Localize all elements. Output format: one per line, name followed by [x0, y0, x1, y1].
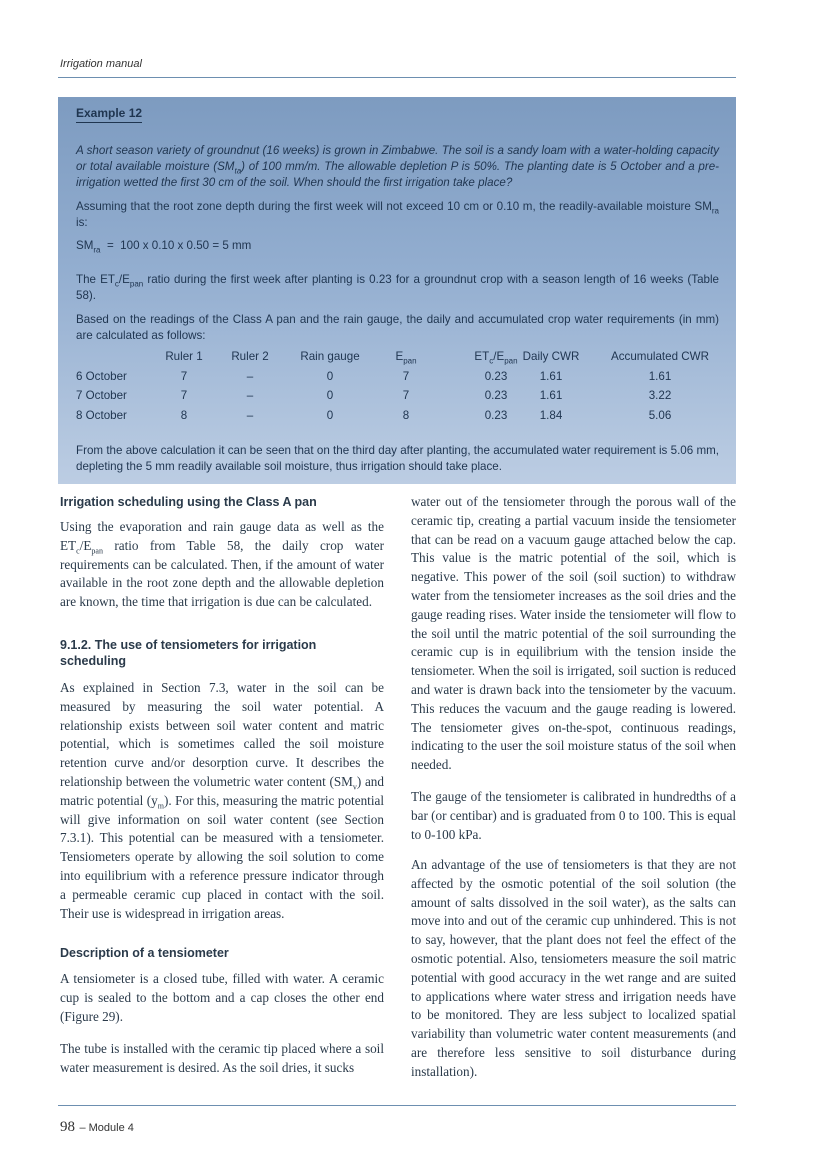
col-header-ruler2: Ruler 2 — [231, 350, 269, 363]
running-header: Irrigation manual — [60, 58, 142, 70]
table-row — [76, 389, 719, 409]
body-paragraph: The tube is installed with the ceramic tip placed where a soil water measurement is desired. As the soil dries, it sucks — [60, 1041, 384, 1075]
cell: 0 — [326, 389, 334, 402]
col-header-accumulated-cwr: Accumulated CWR — [611, 350, 709, 363]
cell: 0.23 — [484, 369, 508, 383]
cell: 3.22 — [648, 389, 672, 402]
col-header-etc-epan: $ET_c/E_{pan}$ — [474, 350, 518, 366]
section-heading-class-a-pan: Irrigation scheduling using the Class A pan — [60, 495, 317, 509]
cell: – — [246, 408, 254, 422]
cell: 0 — [326, 369, 334, 383]
cell: 1.84 — [539, 408, 563, 422]
col-header-epan: $E_{pan}$ — [395, 350, 417, 366]
footer-rule — [58, 1105, 736, 1106]
body-paragraph: The gauge of the tensiometer is calibrated in hundredths of a bar (or centibar) and is graduated from 0 to 100. This is equal to 0-100 kPa. — [411, 789, 736, 842]
page-number: 98 — [60, 1119, 75, 1135]
cell: 1.61 — [648, 369, 672, 383]
cell: 1.61 — [539, 369, 563, 383]
cwr-table — [76, 350, 719, 428]
section-heading-description: Description of a tensiometer — [60, 946, 229, 960]
col-header-daily-cwr: Daily CWR — [522, 350, 580, 363]
cell-date: 6 October — [76, 369, 127, 383]
cell: 0.23 — [484, 389, 508, 402]
body-paragraph: A tensiometer is a closed tube, filled with water. A ceramic cup is sealed to the bottom and a cap closes the other end (Figure 29). — [60, 971, 384, 1024]
header-rule — [58, 77, 736, 78]
col-header-rain-gauge: Rain gauge — [300, 350, 360, 363]
cell: – — [246, 389, 254, 402]
example-para-2: The $ET_c/E_{pan}$ ratio during the first week after planting is 0.23 for a groundnut crop with a season length of 16 weeks (Table 58). — [76, 273, 719, 302]
cell: 7 — [180, 389, 188, 402]
example-para-3: Based on the readings of the Class A pan and the rain gauge, the daily and accumulated crop water requirements (in mm) are calculated as follows: — [76, 313, 719, 342]
cell-date: 7 October — [76, 389, 127, 402]
cell: 0.23 — [484, 408, 508, 422]
body-paragraph: An advantage of the use of tensiometers is that they are not affected by the osmotic potential of the soil solution (the amount of salts dissolved in the soil water), as the salts can move into and out of the ceramic cup unhindered. This is not to say, however, that the plant does not feel the effect of the osmotic potential. Also, tensiometers measure the soil matric potential with good accuracy in the wet range and are suited to applications where water stress and irrigation needs have to be monitored. They are less subject to localized spatial variability than volumetric water content measurements (and are therefore less sensitive to soil disturbance during installation). — [411, 857, 736, 1079]
example-title: Example 12 — [76, 106, 142, 123]
cell: – — [246, 369, 254, 383]
section-heading-tensiometers: 9.1.2. The use of tensiometers for irrigation scheduling — [60, 638, 317, 668]
table-header-row — [76, 350, 719, 370]
module-label: – Module 4 — [79, 1122, 134, 1134]
col-header-ruler1: Ruler 1 — [165, 350, 203, 363]
body-paragraph: water out of the tensiometer through the porous wall of the ceramic tip, creating a partial vacuum inside the tensiometer that can be read on a vacuum gauge attached below the cap. This value is the matric potential of the soil, which is negative. This power of the soil (soil suction) to withdraw water from the tensiometer increases as the soil dries and the gauge reading rises. Water inside the tensiometer will flow to the soil until the matric potential of the soil surrounding the ceramic cup is in equilibrium with the tension inside the tensiometer. When the soil is irrigated, soil suction is reduced and water is drawn back into the tensiometer by the vacuum. This reduces the vacuum and the gauge reading is lowered. The tensiometer gives on-the-spot, continuous readings, indicating to the user the soil moisture status of the soil when needed. — [411, 494, 736, 773]
cell-date: 8 October — [76, 408, 127, 422]
table-row — [76, 370, 719, 390]
cell: 8 — [180, 408, 188, 422]
cell: 7 — [180, 369, 188, 383]
example-conclusion: From the above calculation it can be seen that on the third day after planting, the accumulated water requirement is 5.06 mm, depleting the 5 mm readily available soil moisture, thus irrigation should take place. — [76, 444, 719, 473]
body-paragraph: Using the evaporation and rain gauge data as well as the $ET_c/E_{pan}$ ratio from Table 58, the daily crop water requirements can be calculated. Then, if the amount of water available in the root zone depth and the allowable depletion are known, the time that irrigation is due can be calculated. — [60, 519, 384, 610]
cell: 0 — [326, 408, 334, 422]
cell: 8 — [402, 408, 410, 422]
cell: 5.06 — [648, 408, 672, 422]
example-para-1: Assuming that the root zone depth during the first week will not exceed 10 cm or 0.10 m, the readily-available moisture $SM_{ra}$ is: — [76, 200, 719, 229]
body-paragraph: As explained in Section 7.3, water in the soil can be measured by measuring the soil water potential. A relationship exists between soil water content and matric potential, which is sometimes called the soil moisture retention curve and/or desorption curve. It describes the relationship between the volumetric water content $(SM_v)$ and matric potential $(y_m)$. For this, measuring the matric potential will give information on soil water content (see Section 7.3.1). This potential can be measured with a tensiometer. Tensiometers operate by allowing the soil solution to come into equilibrium with a reference pressure indicator through a permeable ceramic cup placed in contact with the soil. Their use is widespread in irrigation areas. — [60, 680, 385, 921]
example-intro: A short season variety of groundnut (16 weeks) is grown in Zimbabwe. The soil is a sandy loam with a water-holding capacity or total available moisture $(SM_{ta})$ of 100 mm/m. The allowable depletion P is 50%. The planting date is 5 October and a pre-irrigation wetted the first 30 cm of the soil. When should the first irrigation take place? — [76, 144, 720, 189]
example-formula: $SM_{ra} = 100$ x 0.10 x 0.50 = 5 mm — [76, 239, 252, 255]
table-row — [76, 409, 719, 429]
cell: 7 — [402, 389, 410, 402]
cell: 7 — [402, 369, 410, 383]
cell: 1.61 — [539, 389, 563, 402]
footer — [60, 1118, 134, 1136]
